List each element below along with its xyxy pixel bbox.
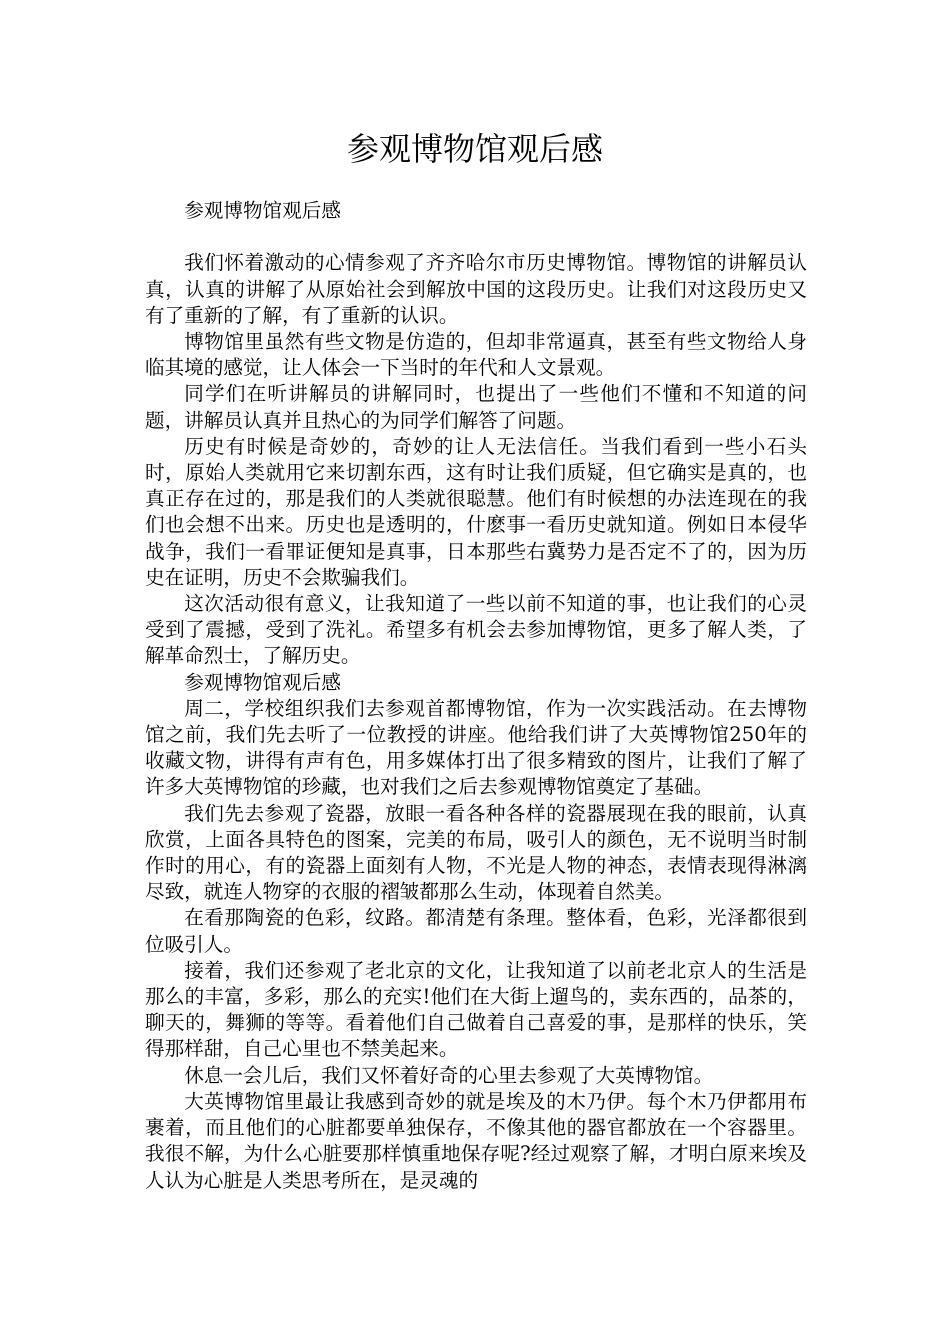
paragraph: 周二，学校组织我们去参观首都博物馆，作为一次实践活动。在去博物馆之前，我们先去听了一位教授的讲座。他给我们讲了大英博物馆250年的收藏文物，讲得有声有色，用多媒体打出了很多精致的图片，让我们了解了许多大英博物馆的珍藏，也对我们之后去参观博物馆奠定了基础。 bbox=[145, 696, 807, 799]
paragraph: 接着，我们还参观了老北京的文化，让我知道了以前老北京人的生活是那么的丰富，多彩，那么的充实!他们在大街上遛鸟的，卖东西的，品茶的，聊天的，舞狮的等等。看着他们自己做着自己喜爱的事，是那样的快乐，笑得那样甜，自己心里也不禁美起来。 bbox=[145, 958, 807, 1061]
paragraph: 我们先去参观了瓷器，放眼一看各种各样的瓷器展现在我的眼前，认真欣赏，上面各具特色的图案，完美的布局，吸引人的颜色，无不说明当时制作时的用心，有的瓷器上面刻有人物，不光是人物的神态，表情表现得淋漓尽致，就连人物穿的衣服的褶皱都那么生动，体现着自然美。 bbox=[145, 801, 807, 904]
document-title: 参观博物馆观后感 bbox=[346, 130, 603, 168]
paragraph: 这次活动很有意义，让我知道了一些以前不知道的事，也让我们的心灵受到了震撼，受到了洗礼。希望多有机会去参加博物馆，更多了解人类，了解革命烈士，了解历史。 bbox=[145, 592, 807, 668]
paragraph: 同学们在听讲解员的讲解同时，也提出了一些他们不懂和不知道的问题，讲解员认真并且热心的为同学们解答了问题。 bbox=[145, 382, 807, 432]
paragraph: 大英博物馆里最让我感到奇妙的就是埃及的木乃伊。每个木乃伊都用布裹着，而且他们的心脏都要单独保存，不像其他的器官都放在一个容器里。我很不解，为什么心脏要那样慎重地保存呢?经过观察了解，才明白原来埃及人认为心脏是人类思考所在，是灵魂的 bbox=[145, 1089, 807, 1192]
paragraph: 在看那陶瓷的色彩，纹路。都清楚有条理。整体看，色彩，光泽都很到位吸引人。 bbox=[145, 906, 807, 956]
paragraph: 我们怀着激动的心情参观了齐齐哈尔市历史博物馆。博物馆的讲解员认真，认真的讲解了从原始社会到解放中国的这段历史。让我们对这段历史又有了重新的了解，有了重新的认识。 bbox=[145, 251, 807, 327]
document-body bbox=[145, 198, 807, 1194]
paragraph: 博物馆里虽然有些文物是仿造的，但却非常逼真，甚至有些文物给人身临其境的感觉，让人体会一下当时的年代和人文景观。 bbox=[145, 330, 807, 380]
paragraph-subtitle-1: 参观博物馆观后感 bbox=[184, 199, 341, 222]
blank-line bbox=[145, 224, 807, 250]
paragraph: 休息一会儿后，我们又怀着好奇的心里去参观了大英博物馆。 bbox=[184, 1063, 714, 1087]
paragraph-subtitle-2: 参观博物馆观后感 bbox=[184, 670, 341, 694]
paragraph: 历史有时候是奇妙的，奇妙的让人无法信任。当我们看到一些小石头时，原始人类就用它来切割东西，这有时让我们质疑，但它确实是真的，也真正存在过的，那是我们的人类就很聪慧。他们有时候想的办法连现在的我们也会想不出来。历史也是透明的，什麽事一看历史就知道。例如日本侵华战争，我们一看罪证便知是真事，日本那些右冀势力是否定不了的，因为历史在证明，历史不会欺骗我们。 bbox=[145, 434, 807, 589]
